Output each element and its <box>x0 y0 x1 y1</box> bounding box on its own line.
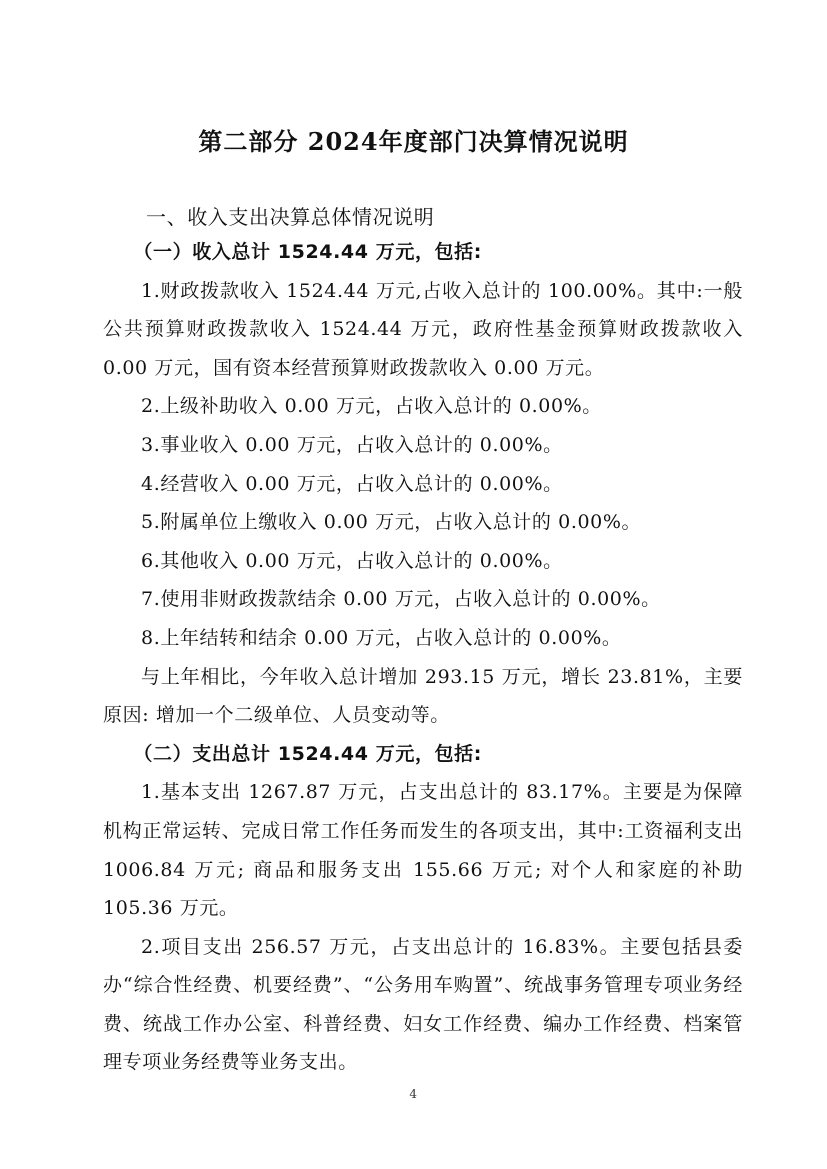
income-item-8: 8.上年结转和结余 0.00 万元，占收入总计的 0.00%。 <box>141 626 622 649</box>
income-heading: （一）收入总计 1524.44 万元，包括: <box>133 241 482 263</box>
expenditure-item-1: 1.基本支出 1267.87 万元，占支出总计的 83.17%。主要是为保障机构正常运转、完成日常工作任务而发生的各项支出，其中:工资福利支出 1006.84 万元; 商品和服务支出 155.66 万元; 对个人和家庭的补助 105.36 万元。 <box>103 781 743 920</box>
income-item-4: 4.经营收入 0.00 万元，占收入总计的 0.00%。 <box>141 472 563 495</box>
income-comparison: 与上年相比，今年收入总计增加 293.15 万元，增长 23.81%，主要原因: 增加一个二级单位、人员变动等。 <box>103 665 743 727</box>
expenditure-item-2: 2.项目支出 256.57 万元，占支出总计的 16.83%。主要包括县委办“综合性经费、机要经费”、“公务用车购置”、统战事务管理专项业务经费、统战工作办公室、科普经费、妇女工作经费、编办工作经费、档案管理专项业务经费等业务支出。 <box>103 935 743 1074</box>
expenditure-heading: （二）支出总计 1524.44 万元，包括: <box>133 742 482 765</box>
page-title: 第二部分 2024年度部门决算情况说明 <box>198 127 629 156</box>
page-number: 4 <box>409 1087 418 1101</box>
section-heading: 一、收入支出决算总体情况说明 <box>146 205 435 229</box>
income-item-3: 3.事业收入 0.00 万元，占收入总计的 0.00%。 <box>141 433 563 456</box>
document-body <box>103 233 743 1082</box>
income-item-5: 5.附属单位上缴收入 0.00 万元，占收入总计的 0.00%。 <box>141 511 642 534</box>
income-item-2: 2.上级补助收入 0.00 万元，占收入总计的 0.00%。 <box>141 395 602 418</box>
income-item-7: 7.使用非财政拨款结余 0.00 万元，占收入总计的 0.00%。 <box>141 588 661 611</box>
income-item-1: 1.财政拨款收入 1524.44 万元,占收入总计的 100.00%。其中:一般公共预算财政拨款收入 1524.44 万元，政府性基金预算财政拨款收入 0.00 万元，国有资本经营预算财政拨款收入 0.00 万元。 <box>103 279 743 379</box>
income-item-6: 6.其他收入 0.00 万元，占收入总计的 0.00%。 <box>141 549 563 572</box>
